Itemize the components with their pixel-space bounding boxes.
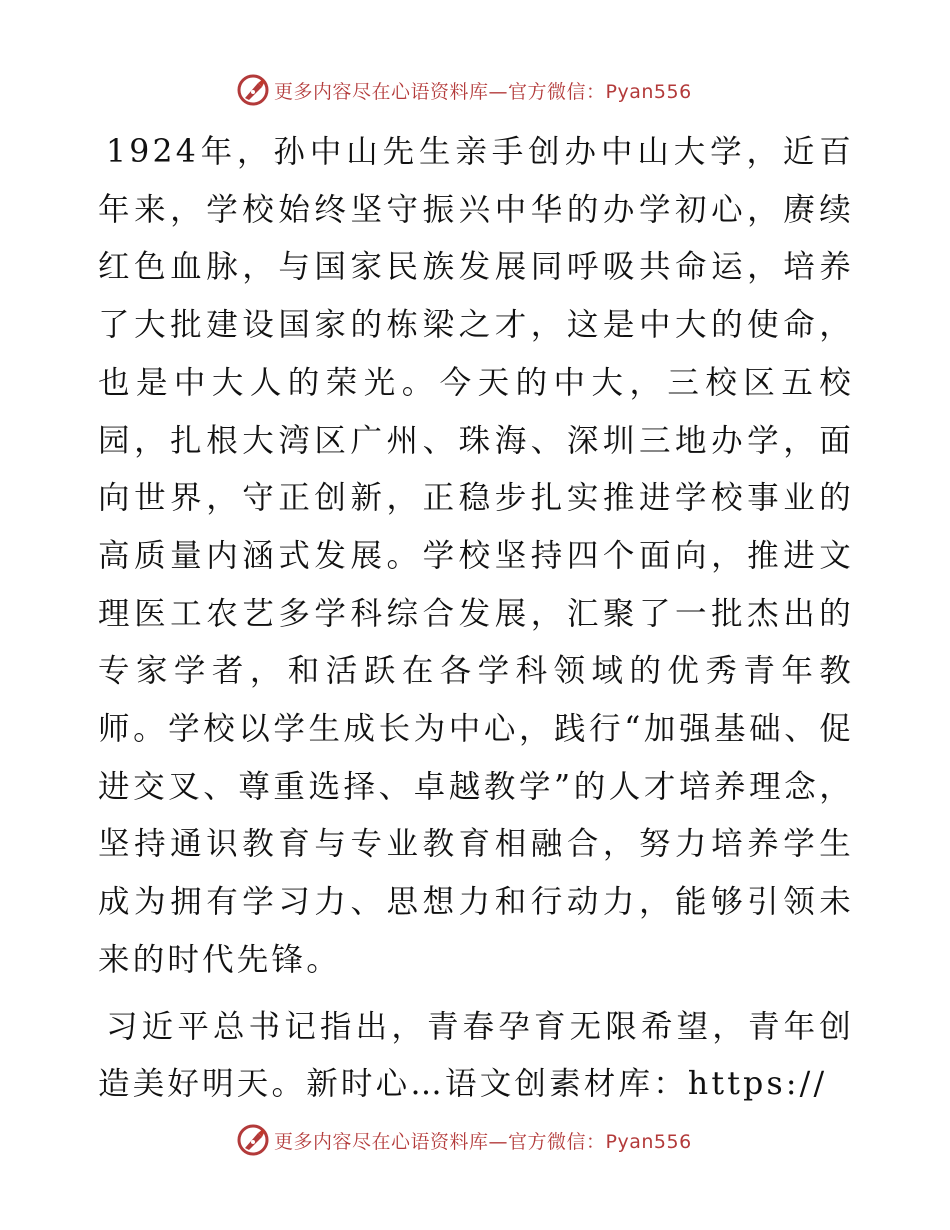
paragraph-1: 1924年，孙中山先生亲手创办中山大学，近百年来，学校始终坚守振兴中华的办学初心，赓续红色血脉，与国家民族发展同呼吸共命运，培养了大批建设国家的栋梁之才，这是中大的使命，也是中大人的荣光。今天的中大，三校区五校园，扎根大湾区广州、珠海、深圳三地办学，面向世界，守正创新，正稳步扎实推进学校事业的高质量内涵式发展。学校坚持四个面向，推进文理医工农艺多学科综合发展，汇聚了一批杰出的专家学者，和活跃在各学科领域的优秀青年教师。学校以学生成长为中心，践行“加强基础、促进交叉、尊重选择、卓越教学”的人才培养理念，坚持通识教育与专业教育相融合，努力培养学生成为拥有学习力、思想力和行动力，能够引领未来的时代先锋。 (98, 134, 854, 978)
banner-text: 更多内容尽在心语资料库—官方微信：Pyan556 (274, 80, 692, 103)
banner-text: 更多内容尽在心语资料库—官方微信：Pyan556 (274, 1130, 692, 1153)
pen-nib-logo-icon (236, 1123, 270, 1157)
pen-nib-logo-icon (236, 73, 270, 107)
paragraph-2: 习近平总书记指出，青春孕育无限希望，青年创造美好明天。新时心…语文创素材库：https:// (98, 1008, 854, 1103)
header-banner (236, 72, 716, 108)
footer-banner (236, 1122, 716, 1158)
document-body (98, 124, 854, 1114)
